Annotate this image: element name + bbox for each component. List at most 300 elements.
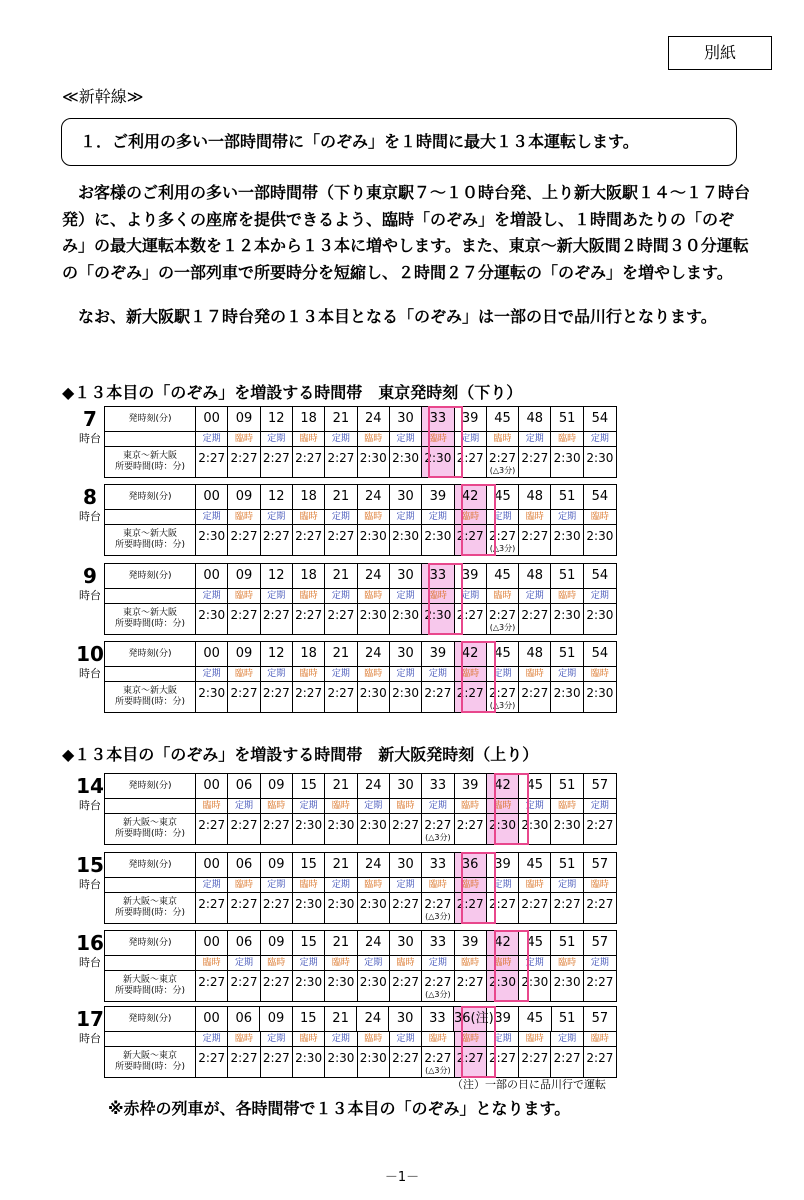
train-type: 定期 <box>261 878 293 892</box>
train-type: 臨時 <box>358 432 390 446</box>
duration-label <box>105 971 196 1001</box>
train-type-row <box>105 432 616 447</box>
departure-minute: 21 <box>325 485 357 509</box>
travel-time-value: 2:30 <box>553 686 581 700</box>
travel-time-value: 2:30 <box>295 975 323 989</box>
train-type: 定期 <box>390 1032 422 1046</box>
duration-label <box>105 447 196 477</box>
departure-minute: 30 <box>390 642 422 666</box>
train-type: 臨時 <box>325 799 357 813</box>
departure-minute: 51 <box>551 853 583 877</box>
departure-minute: 00 <box>196 564 228 588</box>
travel-time <box>228 604 260 634</box>
departure-minute: 33 <box>422 1007 454 1031</box>
train-type: 定期 <box>590 591 609 601</box>
departure-minute: 09 <box>261 853 293 877</box>
duration-unit: 所要時間(時：分) <box>114 1062 186 1072</box>
travel-time <box>487 604 519 634</box>
departure-minute: 30 <box>390 853 422 877</box>
travel-time-value: 2:27 <box>586 818 614 832</box>
duration-row <box>105 1047 616 1077</box>
departure-minute: 57 <box>591 935 609 950</box>
departure-minute: 48 <box>519 407 551 431</box>
travel-time <box>325 1047 357 1077</box>
departure-minute: 12 <box>261 485 293 509</box>
travel-time <box>261 447 293 477</box>
travel-time <box>455 814 487 844</box>
departure-minute: 54 <box>591 646 609 661</box>
train-type: 定期 <box>519 799 551 813</box>
train-type: 定期 <box>590 801 609 811</box>
departure-row <box>105 774 616 799</box>
travel-time <box>325 604 357 634</box>
travel-time-value: 2:30 <box>327 1051 355 1065</box>
travel-time-value: 2:30 <box>327 897 355 911</box>
departure-minute: 18 <box>293 564 325 588</box>
travel-time-value: 2:27 <box>262 975 290 989</box>
travel-time-value: 2:27 <box>262 1051 290 1065</box>
train-type: 定期 <box>358 799 390 813</box>
travel-time <box>551 525 583 555</box>
duration-row <box>105 525 616 555</box>
travel-time-value: 2:27 <box>295 686 323 700</box>
train-type: 定期 <box>196 1032 228 1046</box>
travel-time <box>455 1047 487 1077</box>
duration-label <box>105 1047 196 1077</box>
train-type: 臨時 <box>551 432 583 446</box>
travel-time-value: 2:27 <box>424 1051 452 1065</box>
train-type: 定期 <box>590 958 609 968</box>
train-type: 定期 <box>196 432 228 446</box>
departure-minute: 39 <box>455 407 487 431</box>
type-label-blank <box>105 432 196 446</box>
timetable-grid <box>104 1006 617 1078</box>
departure-minute: 45 <box>519 931 551 955</box>
train-type: 定期 <box>261 1032 293 1046</box>
travel-time-value: 2:27 <box>521 451 549 465</box>
departure-minute: 39 <box>455 774 487 798</box>
train-type: 定期 <box>455 589 487 603</box>
hour-suffix: 時台 <box>79 510 101 523</box>
departure-minute: 24 <box>358 853 390 877</box>
departure-minute: 06 <box>228 774 260 798</box>
departure-minute: 48 <box>519 485 551 509</box>
travel-time-value: 2:30 <box>521 975 549 989</box>
duration-row <box>105 682 616 712</box>
travel-time <box>325 682 357 712</box>
departure-minute: 18 <box>293 642 325 666</box>
departure-minute: 51 <box>552 1007 584 1031</box>
travel-time-value: 2:27 <box>198 897 226 911</box>
departure-minute: 00 <box>196 1007 228 1031</box>
travel-time <box>228 525 260 555</box>
train-type: 定期 <box>551 1032 583 1046</box>
timetable-grid <box>104 484 617 556</box>
departure-minute: 06 <box>228 931 260 955</box>
travel-time <box>293 447 325 477</box>
hour-suffix: 時台 <box>79 432 101 445</box>
type-label-blank <box>105 878 196 892</box>
time-saving-note: (△3分) <box>489 701 516 710</box>
section-heading: ≪新幹線≫ <box>62 87 144 106</box>
travel-time <box>487 447 519 477</box>
travel-time <box>519 814 551 844</box>
train-type: 定期 <box>228 956 260 970</box>
travel-time-value: 2:30 <box>198 529 226 543</box>
type-label-blank <box>105 1032 196 1046</box>
train-type: 臨時 <box>293 510 325 524</box>
travel-time <box>487 1047 519 1077</box>
time-saving-note: (△3分) <box>425 1066 451 1075</box>
train-type: 臨時 <box>390 956 422 970</box>
travel-time-value: 2:27 <box>456 897 484 911</box>
time-saving-note: (△3分) <box>425 833 451 842</box>
departure-minute: 39 <box>487 1007 519 1031</box>
travel-time-value: 2:27 <box>456 1051 484 1065</box>
departure-minute: 09 <box>260 1007 292 1031</box>
duration-row <box>105 447 616 477</box>
travel-time <box>293 525 325 555</box>
train-type: 定期 <box>293 956 325 970</box>
departure-row <box>105 1007 616 1032</box>
travel-time <box>358 447 390 477</box>
train-type: 定期 <box>390 667 422 681</box>
train-type: 臨時 <box>519 1032 551 1046</box>
departure-minute: 12 <box>261 642 293 666</box>
travel-time <box>293 604 325 634</box>
hour-suffix: 時台 <box>79 799 101 812</box>
train-type: 定期 <box>325 589 357 603</box>
travel-time <box>325 525 357 555</box>
train-type: 定期 <box>196 878 228 892</box>
hour-suffix: 時台 <box>79 878 101 891</box>
travel-time <box>422 971 454 1001</box>
train-type: 定期 <box>261 589 293 603</box>
duration-route: 新大阪～東京 <box>123 1051 178 1061</box>
timetable-grid <box>104 641 617 713</box>
duration-route: 東京～新大阪 <box>123 608 178 618</box>
travel-time-value: 2:27 <box>327 608 355 622</box>
departure-row <box>105 564 616 589</box>
type-label-blank <box>105 799 196 813</box>
travel-time <box>519 682 551 712</box>
travel-time-value: 2:27 <box>392 897 420 911</box>
time-saving-note: (△3分) <box>489 623 516 632</box>
duration-route: 東京～新大阪 <box>123 529 178 539</box>
travel-time <box>325 971 357 1001</box>
travel-time-value: 2:30 <box>553 451 581 465</box>
train-type: 定期 <box>261 667 293 681</box>
travel-time-value: 2:27 <box>424 897 452 911</box>
duration-route: 新大阪～東京 <box>123 975 178 985</box>
departure-minute: 45 <box>519 853 551 877</box>
departure-minute: 51 <box>551 564 583 588</box>
travel-time <box>358 1047 390 1077</box>
train-type: 臨時 <box>390 799 422 813</box>
departure-minute: 54 <box>591 489 609 504</box>
travel-time <box>422 893 454 923</box>
departure-row <box>105 642 616 667</box>
duration-label <box>105 814 196 844</box>
travel-time <box>390 604 422 634</box>
travel-time <box>519 525 551 555</box>
departure-minute: 48 <box>519 642 551 666</box>
train-type: 定期 <box>325 510 357 524</box>
timetable-grid <box>104 406 617 478</box>
travel-time-value: 2:27 <box>586 897 614 911</box>
train-type: 定期 <box>455 432 487 446</box>
departure-minute: 06 <box>228 1007 260 1031</box>
train-type: 定期 <box>487 510 519 524</box>
departure-minute: 30 <box>390 407 422 431</box>
travel-time <box>261 1047 293 1077</box>
departure-row <box>105 485 616 510</box>
departure-minute: 21 <box>325 853 357 877</box>
train-type: 定期 <box>325 432 357 446</box>
travel-time-value: 2:27 <box>553 1051 581 1065</box>
departure-label: 発時刻(分) <box>105 564 196 588</box>
departure-minute: 54 <box>591 568 609 583</box>
departure-minute: 42 <box>455 642 487 666</box>
travel-time <box>261 682 293 712</box>
train-type: 臨時 <box>228 1032 260 1046</box>
travel-time-value: 2:30 <box>359 897 387 911</box>
travel-time-value: 2:27 <box>230 975 258 989</box>
departure-minute: 00 <box>196 774 228 798</box>
train-type: 定期 <box>196 589 228 603</box>
travel-time-value: 2:27 <box>262 686 290 700</box>
departure-minute: 42 <box>487 931 519 955</box>
travel-time <box>584 814 616 844</box>
travel-time-value: 2:27 <box>456 818 484 832</box>
travel-time-value: 2:27 <box>327 451 355 465</box>
travel-time <box>551 893 583 923</box>
travel-time <box>390 893 422 923</box>
travel-time-value: 2:30 <box>392 686 420 700</box>
timetable-grid <box>104 773 617 845</box>
departure-minute: 24 <box>358 642 390 666</box>
travel-time-value: 2:30 <box>327 975 355 989</box>
travel-time-value: 2:27 <box>456 608 484 622</box>
travel-time <box>487 525 519 555</box>
train-type: 定期 <box>390 432 422 446</box>
travel-time <box>325 893 357 923</box>
duration-route: 東京～新大阪 <box>123 686 178 696</box>
train-type: 臨時 <box>519 667 551 681</box>
train-type-row <box>105 878 616 893</box>
departure-label: 発時刻(分) <box>105 485 196 509</box>
duration-unit: 所要時間(時：分) <box>114 619 186 629</box>
departure-minute: 48 <box>519 564 551 588</box>
headline-box: １．ご利用の多い一部時間帯に「のぞみ」を１時間に最大１３本運転します。 <box>61 118 737 166</box>
travel-time <box>551 604 583 634</box>
type-label-blank <box>105 589 196 603</box>
travel-time <box>325 447 357 477</box>
train-type: 定期 <box>196 667 228 681</box>
travel-time <box>390 1047 422 1077</box>
travel-time-value: 2:27 <box>198 451 226 465</box>
train-type: 臨時 <box>228 667 260 681</box>
travel-time <box>422 682 454 712</box>
departure-minute: 21 <box>325 1007 357 1031</box>
train-type: 定期 <box>487 667 519 681</box>
travel-time <box>261 525 293 555</box>
travel-time-value: 2:30 <box>586 608 614 622</box>
travel-time-value: 2:30 <box>553 975 581 989</box>
hour-suffix: 時台 <box>79 667 101 680</box>
travel-time-value: 2:27 <box>489 1051 516 1065</box>
travel-time <box>422 814 454 844</box>
travel-time-value: 2:27 <box>230 608 258 622</box>
travel-time-value: 2:30 <box>359 451 387 465</box>
hour-suffix: 時台 <box>79 1032 101 1045</box>
departure-minute: 15 <box>293 774 325 798</box>
train-type-row <box>105 956 616 971</box>
departure-minute: 24 <box>358 564 390 588</box>
train-type: 臨時 <box>358 667 390 681</box>
duration-label <box>105 893 196 923</box>
train-type-row <box>105 510 616 525</box>
travel-time <box>584 604 616 634</box>
travel-time <box>487 682 519 712</box>
travel-time-value: 2:27 <box>198 1051 226 1065</box>
travel-time-value: 2:30 <box>553 818 581 832</box>
travel-time-value: 2:27 <box>456 686 484 700</box>
departure-minute: 18 <box>293 407 325 431</box>
train-type: 定期 <box>325 667 357 681</box>
departure-minute: 45 <box>487 642 519 666</box>
travel-time <box>228 682 260 712</box>
travel-time <box>358 814 390 844</box>
train-type: 定期 <box>325 878 357 892</box>
train-type: 定期 <box>519 432 551 446</box>
upbound-title: ◆１３本目の「のぞみ」を増設する時間帯 新大阪発時刻（上り） <box>62 745 539 764</box>
travel-time-value: 2:30 <box>586 529 614 543</box>
travel-time-value: 2:27 <box>230 686 258 700</box>
travel-time-value: 2:27 <box>327 529 355 543</box>
duration-unit: 所要時間(時：分) <box>114 462 186 472</box>
travel-time-value: 2:27 <box>456 529 484 543</box>
departure-minute: 30 <box>390 564 422 588</box>
train-type: 臨時 <box>261 956 293 970</box>
train-type: 定期 <box>422 956 454 970</box>
departure-minute: 39 <box>487 853 519 877</box>
travel-time <box>584 525 616 555</box>
train-type: 臨時 <box>422 589 454 603</box>
travel-time-value: 2:27 <box>456 975 484 989</box>
train-type: 臨時 <box>422 1032 454 1046</box>
train-type: 臨時 <box>551 799 583 813</box>
travel-time-value: 2:27 <box>521 897 549 911</box>
travel-time-value: 2:27 <box>392 975 420 989</box>
departure-minute: 21 <box>325 564 357 588</box>
travel-time <box>551 814 583 844</box>
departure-minute: 33 <box>422 407 454 431</box>
travel-time <box>390 525 422 555</box>
travel-time-value: 2:27 <box>489 451 516 465</box>
departure-minute: 33 <box>422 774 454 798</box>
type-label-blank <box>105 667 196 681</box>
train-type: 臨時 <box>293 589 325 603</box>
train-type: 臨時 <box>590 880 609 890</box>
travel-time <box>196 971 228 1001</box>
departure-minute: 00 <box>196 485 228 509</box>
duration-row <box>105 971 616 1001</box>
departure-minute: 42 <box>455 485 487 509</box>
travel-time-value: 2:30 <box>553 529 581 543</box>
train-type: 定期 <box>551 878 583 892</box>
train-type: 臨時 <box>228 510 260 524</box>
travel-time-value: 2:27 <box>392 1051 420 1065</box>
travel-time <box>390 447 422 477</box>
travel-time-value: 2:27 <box>489 897 516 911</box>
departure-minute: 30 <box>389 1007 421 1031</box>
departure-row <box>105 407 616 432</box>
hour-number: 15 <box>76 853 104 877</box>
travel-time <box>422 525 454 555</box>
train-type: 定期 <box>551 510 583 524</box>
travel-time <box>228 893 260 923</box>
departure-minute: 15 <box>293 1007 325 1031</box>
type-label-blank <box>105 956 196 970</box>
departure-minute: 24 <box>357 1007 389 1031</box>
departure-minute: 45 <box>519 774 551 798</box>
travel-time-value: 2:30 <box>327 818 355 832</box>
train-type: 定期 <box>551 667 583 681</box>
body-paragraph-2: なお、新大阪駅１７時台発の１３本目となる「のぞみ」は一部の日で品川行となります。 <box>78 307 717 326</box>
train-type: 定期 <box>228 799 260 813</box>
departure-minute: 00 <box>196 407 228 431</box>
train-type: 定期 <box>519 956 551 970</box>
departure-minute: 51 <box>551 485 583 509</box>
travel-time <box>584 682 616 712</box>
type-label-blank <box>105 510 196 524</box>
departure-label: 発時刻(分) <box>105 774 196 798</box>
travel-time <box>325 814 357 844</box>
travel-time-value: 2:30 <box>392 529 420 543</box>
departure-minute: 24 <box>358 485 390 509</box>
travel-time <box>196 604 228 634</box>
travel-time <box>455 682 487 712</box>
travel-time-value: 2:30 <box>424 529 452 543</box>
travel-time-value: 2:30 <box>359 818 387 832</box>
departure-minute: 45 <box>487 485 519 509</box>
departure-minute: 30 <box>390 774 422 798</box>
timetable-grid <box>104 930 617 1002</box>
travel-time-value: 2:27 <box>489 686 516 700</box>
duration-label <box>105 682 196 712</box>
footnote: （注）一部の日に品川行で運転 <box>452 1078 606 1091</box>
departure-minute: 30 <box>390 931 422 955</box>
hour-number: 16 <box>76 931 104 955</box>
travel-time-value: 2:27 <box>230 1051 258 1065</box>
train-type: 臨時 <box>590 1034 609 1044</box>
travel-time <box>584 447 616 477</box>
travel-time-value: 2:27 <box>521 529 549 543</box>
travel-time <box>228 1047 260 1077</box>
travel-time <box>487 971 519 1001</box>
train-type: 臨時 <box>325 956 357 970</box>
travel-time <box>551 971 583 1001</box>
train-type-row <box>105 589 616 604</box>
travel-time-value: 2:27 <box>262 608 290 622</box>
travel-time-value: 2:27 <box>392 818 420 832</box>
departure-minute: 33 <box>422 931 454 955</box>
travel-time <box>261 893 293 923</box>
duration-route: 新大阪～東京 <box>123 897 178 907</box>
train-type: 定期 <box>390 589 422 603</box>
travel-time-value: 2:27 <box>230 897 258 911</box>
